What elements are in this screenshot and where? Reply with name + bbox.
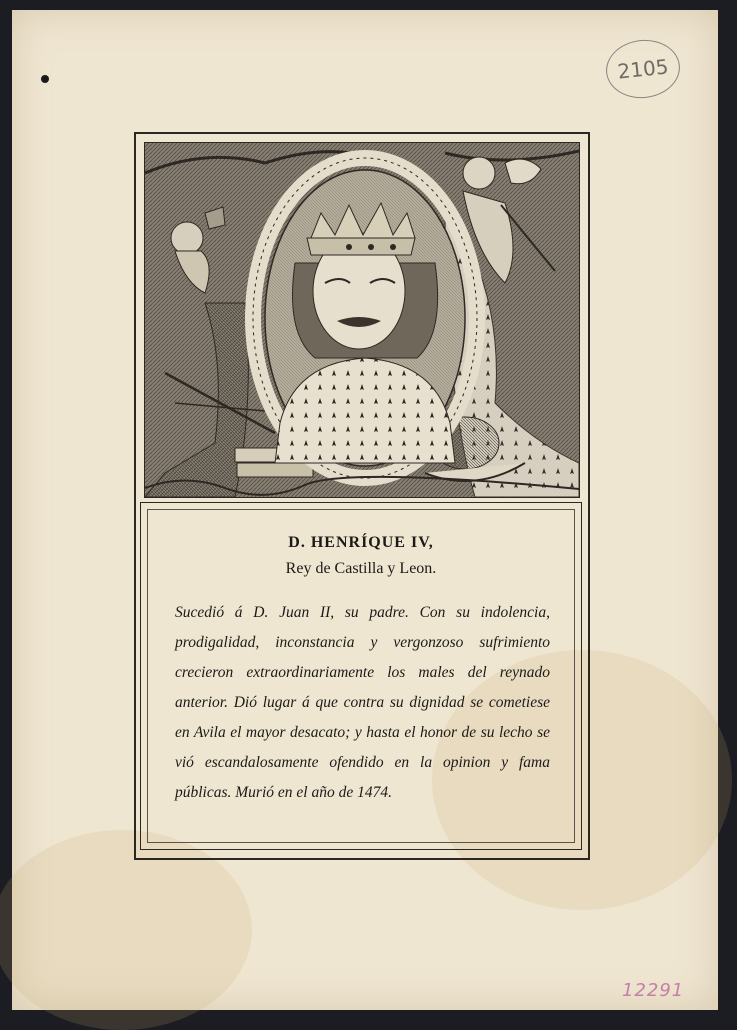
print-sheet (12, 10, 718, 1010)
pin-hole (41, 75, 49, 83)
biography-text: Sucedió á D. Juan II, su padre. Con su indolencia, prodigalidad, inconstancia y vergonzoso sufrimiento crecieron extraordinariamente los males del reynado anterior. Dió lugar á que contra su dignidad se cometiese en Avila el mayor desacato; y hasta el honor de su lecho se vió escandalosamente ofendido en la opinion y fama públicas. Murió en el año de 1474. (175, 604, 550, 801)
inventory-number-bottom: 12291 (622, 980, 685, 1001)
inventory-number-circled (603, 36, 683, 101)
portrait-title: D. HENRÍQUE IV, (288, 534, 434, 551)
portrait-subtitle: Rey de Castilla y Leon. (285, 560, 437, 577)
portrait-illustration (145, 143, 579, 497)
plate-frame (134, 132, 590, 860)
inventory-number-top: 2105 (616, 54, 670, 84)
paper-stain (0, 830, 252, 1030)
caption-box (140, 502, 582, 850)
caption-inner-border (147, 509, 575, 843)
portrait-engraving (144, 142, 580, 498)
